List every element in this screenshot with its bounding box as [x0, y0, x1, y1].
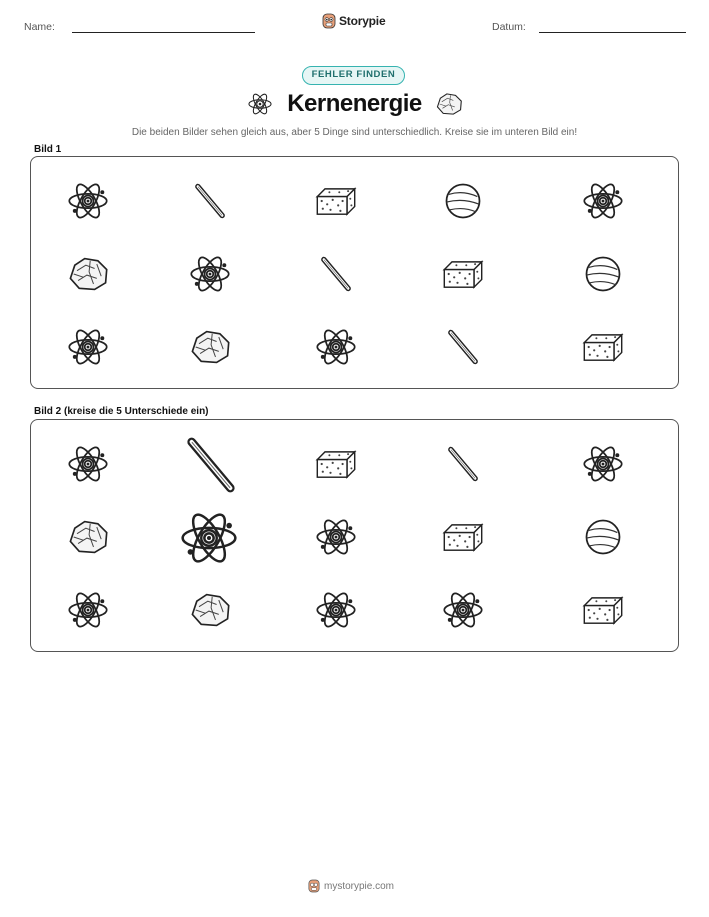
picture1-panel	[30, 156, 679, 389]
sphere-icon	[581, 252, 625, 296]
grid-item[interactable]	[314, 179, 358, 223]
picture2-label: Bild 2 (kreise die 5 Unterschiede ein)	[34, 406, 209, 417]
picture1-label: Bild 1	[34, 144, 62, 155]
atom-icon	[66, 179, 110, 223]
sponge-block-icon	[441, 515, 485, 559]
atom-icon	[178, 507, 240, 569]
picture2-panel[interactable]	[30, 419, 679, 652]
grid-item[interactable]	[581, 325, 625, 369]
grid-item[interactable]	[188, 588, 232, 632]
sphere-icon	[581, 515, 625, 559]
rock-icon	[66, 515, 110, 559]
grid-item[interactable]	[581, 252, 625, 296]
instructions: Die beiden Bilder sehen gleich aus, aber 5 Dinge sind unterschiedlich. Kreise sie im unteren Bild ein!	[131, 127, 578, 138]
page-title: Kernenergie	[287, 90, 422, 117]
atom-icon	[188, 252, 232, 296]
atom-icon	[441, 588, 485, 632]
title-row	[0, 90, 709, 118]
grid-item[interactable]	[314, 252, 358, 296]
rod-icon	[176, 430, 246, 500]
storypie-mascot-icon	[322, 13, 336, 29]
atom-icon	[581, 442, 625, 486]
sponge-block-icon	[581, 325, 625, 369]
grid-item[interactable]	[178, 507, 240, 569]
grid-item[interactable]	[66, 515, 110, 559]
atom-icon	[314, 588, 358, 632]
grid-item[interactable]	[188, 252, 232, 296]
atom-icon	[66, 325, 110, 369]
atom-icon	[245, 91, 275, 117]
sponge-block-icon	[314, 442, 358, 486]
grid-item[interactable]	[188, 325, 232, 369]
grid-item[interactable]	[441, 442, 485, 486]
grid-item[interactable]	[66, 325, 110, 369]
name-line[interactable]	[72, 32, 255, 33]
sphere-icon	[441, 179, 485, 223]
date-label: Datum:	[492, 21, 526, 33]
grid-item[interactable]	[581, 588, 625, 632]
atom-icon	[314, 325, 358, 369]
sponge-block-icon	[581, 588, 625, 632]
grid-item[interactable]	[314, 442, 358, 486]
atom-icon	[314, 515, 358, 559]
sponge-block-icon	[314, 179, 358, 223]
rock-icon	[434, 91, 464, 117]
storypie-mascot-icon	[308, 879, 320, 893]
grid-item[interactable]	[66, 442, 110, 486]
grid-item[interactable]	[581, 442, 625, 486]
atom-icon	[66, 442, 110, 486]
grid-item[interactable]	[66, 179, 110, 223]
badge-fehler-finden: FEHLER FINDEN	[302, 66, 405, 85]
grid-item[interactable]	[314, 325, 358, 369]
grid-item[interactable]	[188, 179, 232, 223]
rod-icon	[188, 179, 232, 223]
grid-item[interactable]	[581, 515, 625, 559]
grid-item[interactable]	[441, 252, 485, 296]
rock-icon	[188, 325, 232, 369]
grid-item[interactable]	[314, 515, 358, 559]
atom-icon	[581, 179, 625, 223]
grid-item[interactable]	[66, 252, 110, 296]
grid-item[interactable]	[441, 179, 485, 223]
rod-icon	[441, 325, 485, 369]
grid-item[interactable]	[441, 588, 485, 632]
grid-item[interactable]	[441, 515, 485, 559]
date-line[interactable]	[539, 32, 686, 33]
grid-item[interactable]	[581, 179, 625, 223]
brand-name: Storypie	[339, 14, 386, 28]
rod-icon	[441, 442, 485, 486]
grid-item[interactable]	[441, 325, 485, 369]
storypie-logo	[322, 13, 385, 29]
footer-url: mystorypie.com	[324, 880, 395, 892]
sponge-block-icon	[441, 252, 485, 296]
rod-icon	[314, 252, 358, 296]
rock-icon	[66, 252, 110, 296]
grid-item[interactable]	[176, 430, 246, 500]
grid-item[interactable]	[314, 588, 358, 632]
atom-icon	[66, 588, 110, 632]
name-label: Name:	[24, 21, 55, 33]
footer	[308, 879, 394, 893]
grid-item[interactable]	[66, 588, 110, 632]
rock-icon	[188, 588, 232, 632]
